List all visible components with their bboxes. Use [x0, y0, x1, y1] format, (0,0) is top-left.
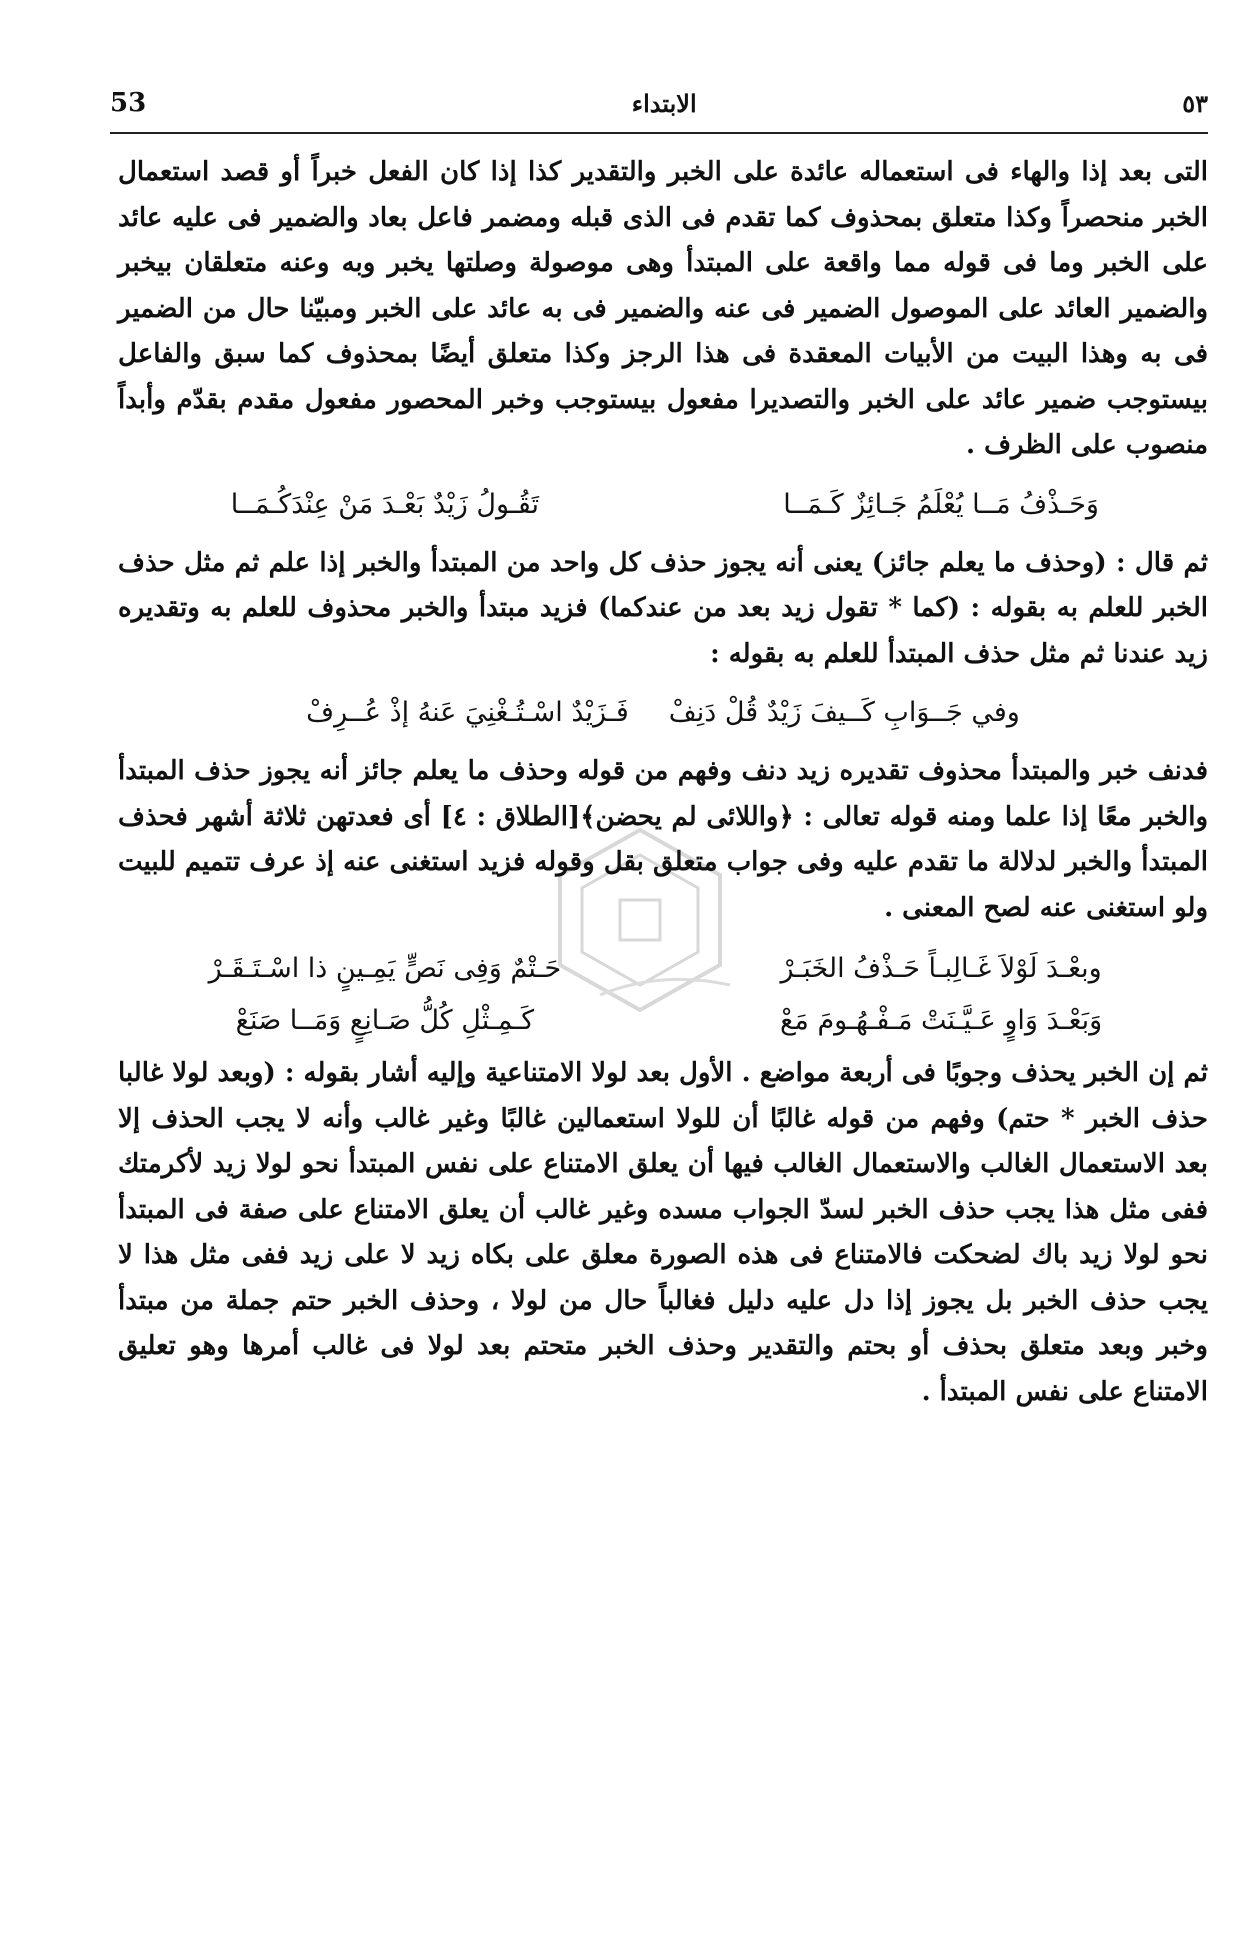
verse-4-first-hemistich: وَبَعْـدَ وَاوٍ عَـيَّـنَتْ مَـفْـهُـومَ مَعْ [780, 1005, 1103, 1036]
verse-2-first-hemistich: وفي جَــوَابِ كَــيفَ زَيْدٌ قُلْ دَنِفْ [668, 697, 1020, 728]
paragraph-3: فدنف خبر والمبتدأ محذوف تقديره زيد دنف وفهم من قوله وحذف ما يعلم جائز أنه يجوز حذف المبتدأ والخبر معًا إذا علما ومنه قوله تعالى : ﴿واللائى لم يحضن﴾[الطلاق : ٤] أى فعدتهن ثلاثة أشهر فحذف المبتدأ والخبر لدلالة ما تقدم عليه وفى جواب متعلق بقل وقوله فزيد استغنى عنه إذ عرف تتميم للبيت ولو استغنى عنه لصح المعنى . [118, 756, 1209, 923]
verse-1-first-hemistich: وَحَـذْفُ مَــا يُعْلَمُ جَـائِزٌ كَـمَــا [783, 488, 1099, 520]
page-number-arabic: ٥٣ [1182, 88, 1208, 118]
verse-2-second-hemistich: فَـزَيْدٌ اسْـتُـغْنِيَ عَنهُ إذْ عُــرِفْ [306, 697, 629, 728]
verse-3-first-hemistich: وبعْـدَ لَوْلاَ غَـالِبـاً حَـذْفُ الخَبَـرْ [780, 953, 1102, 984]
page-header [110, 78, 1208, 128]
verse-2 [118, 677, 1208, 749]
verse-3 [118, 931, 1208, 995]
paragraph-2: ثم قال : (وحذف ما يعلم جائز) يعنى أنه يجوز حذف كل واحد من المبتدأ والخبر إذا علم ثم مثل حذف الخبر للعلم به بقوله : (كما * تقول زيد بعد من عندكما) فزيد مبتدأ والخبر محذوف للعلم به وتقديره زيد عندنا ثم مثل حذف المبتدأ للعلم به بقوله : [118, 547, 1208, 669]
verse-4-second-hemistich: كَـمِـثْلِ كُلُّ صَـانِعٍ وَمَــا صَنَعْ [235, 1005, 535, 1036]
header-rule [110, 132, 1208, 134]
verse-3-second-hemistich: حَـتْمٌ وَفِى نَصٍّ يَمِـينٍ ذا اسْـتَـقَـرْ [208, 953, 562, 984]
paragraph-1: التى بعد إذا والهاء فى استعماله عائدة على الخبر والتقدير كذا إذا كان الفعل خبراً أو قصد استعمال الخبر منحصراً وكذا متعلق بمحذوف كما تقدم فى الذى قبله ومضمر فاعل بعاد والضمير فى عليه عائد على الخبر وما فى قوله مما واقعة على المبتدأ وهى موصولة وصلتها يخبر وبه وعنه متعلقان بيخبر والضمير العائد على الموصول الضمير فى عنه والضمير فى به عائد على الخبر ومبيّنا حال من الضمير فى به وهذا البيت من الأبيات المعقدة فى هذا الرجز وكذا متعلق أيضًا بمحذوف كما سبق والفاعل بيستوجب ضمير عائد على الخبر والتصديرا مفعول بيستوجب وخبر المحصور مفعول مقدم بقدّم وأبداً منصوب على الظرف . [118, 157, 1208, 460]
page-number-latin: 53 [110, 88, 147, 118]
verse-1 [118, 469, 1208, 541]
verse-4 [118, 995, 1208, 1051]
verse-1-second-hemistich: تَقُـولُ زَيْدٌ بَعْـدَ مَنْ عِنْدَكُـمَــا [230, 488, 539, 520]
running-title: الابتداء [631, 88, 697, 118]
paragraph-4: ثم إن الخبر يحذف وجوبًا فى أربعة مواضع . الأول بعد لولا الامتناعية وإليه أشار بقوله : (وبعد لولا غالبا حذف الخبر * حتم) وفهم من قوله غالبًا أن للولا استعمالين غالبًا وغير غالب وأنه لا يجب الحذف إلا بعد الاستعمال الغالب والاستعمال الغالب فيها أن يعلق الامتناع على نفس المبتدأ نحو لولا زيد لأكرمتك ففى مثل هذا يجب حذف الخبر لسدّ الجواب مسده وغير غالب أن يعلق الامتناع على صفة فى المبتدأ نحو لولا زيد باك لضحكت فالامتناع فى هذه الصورة معلق على بكاه زيد لا على زيد ففى مثل هذا لا يجب حذف الخبر بل يجوز إذا دل عليه دليل فغالباً حال من لولا ، وحذف الخبر حتم جملة من مبتدأ وخبر وبعد متعلق بحذف أو بحتم والتقدير وحذف الخبر متحتم بعد لولا فى غالب أمرها وهو تعليق الامتناع على نفس المبتدأ . [118, 1058, 1208, 1407]
page-body [118, 150, 1208, 1415]
